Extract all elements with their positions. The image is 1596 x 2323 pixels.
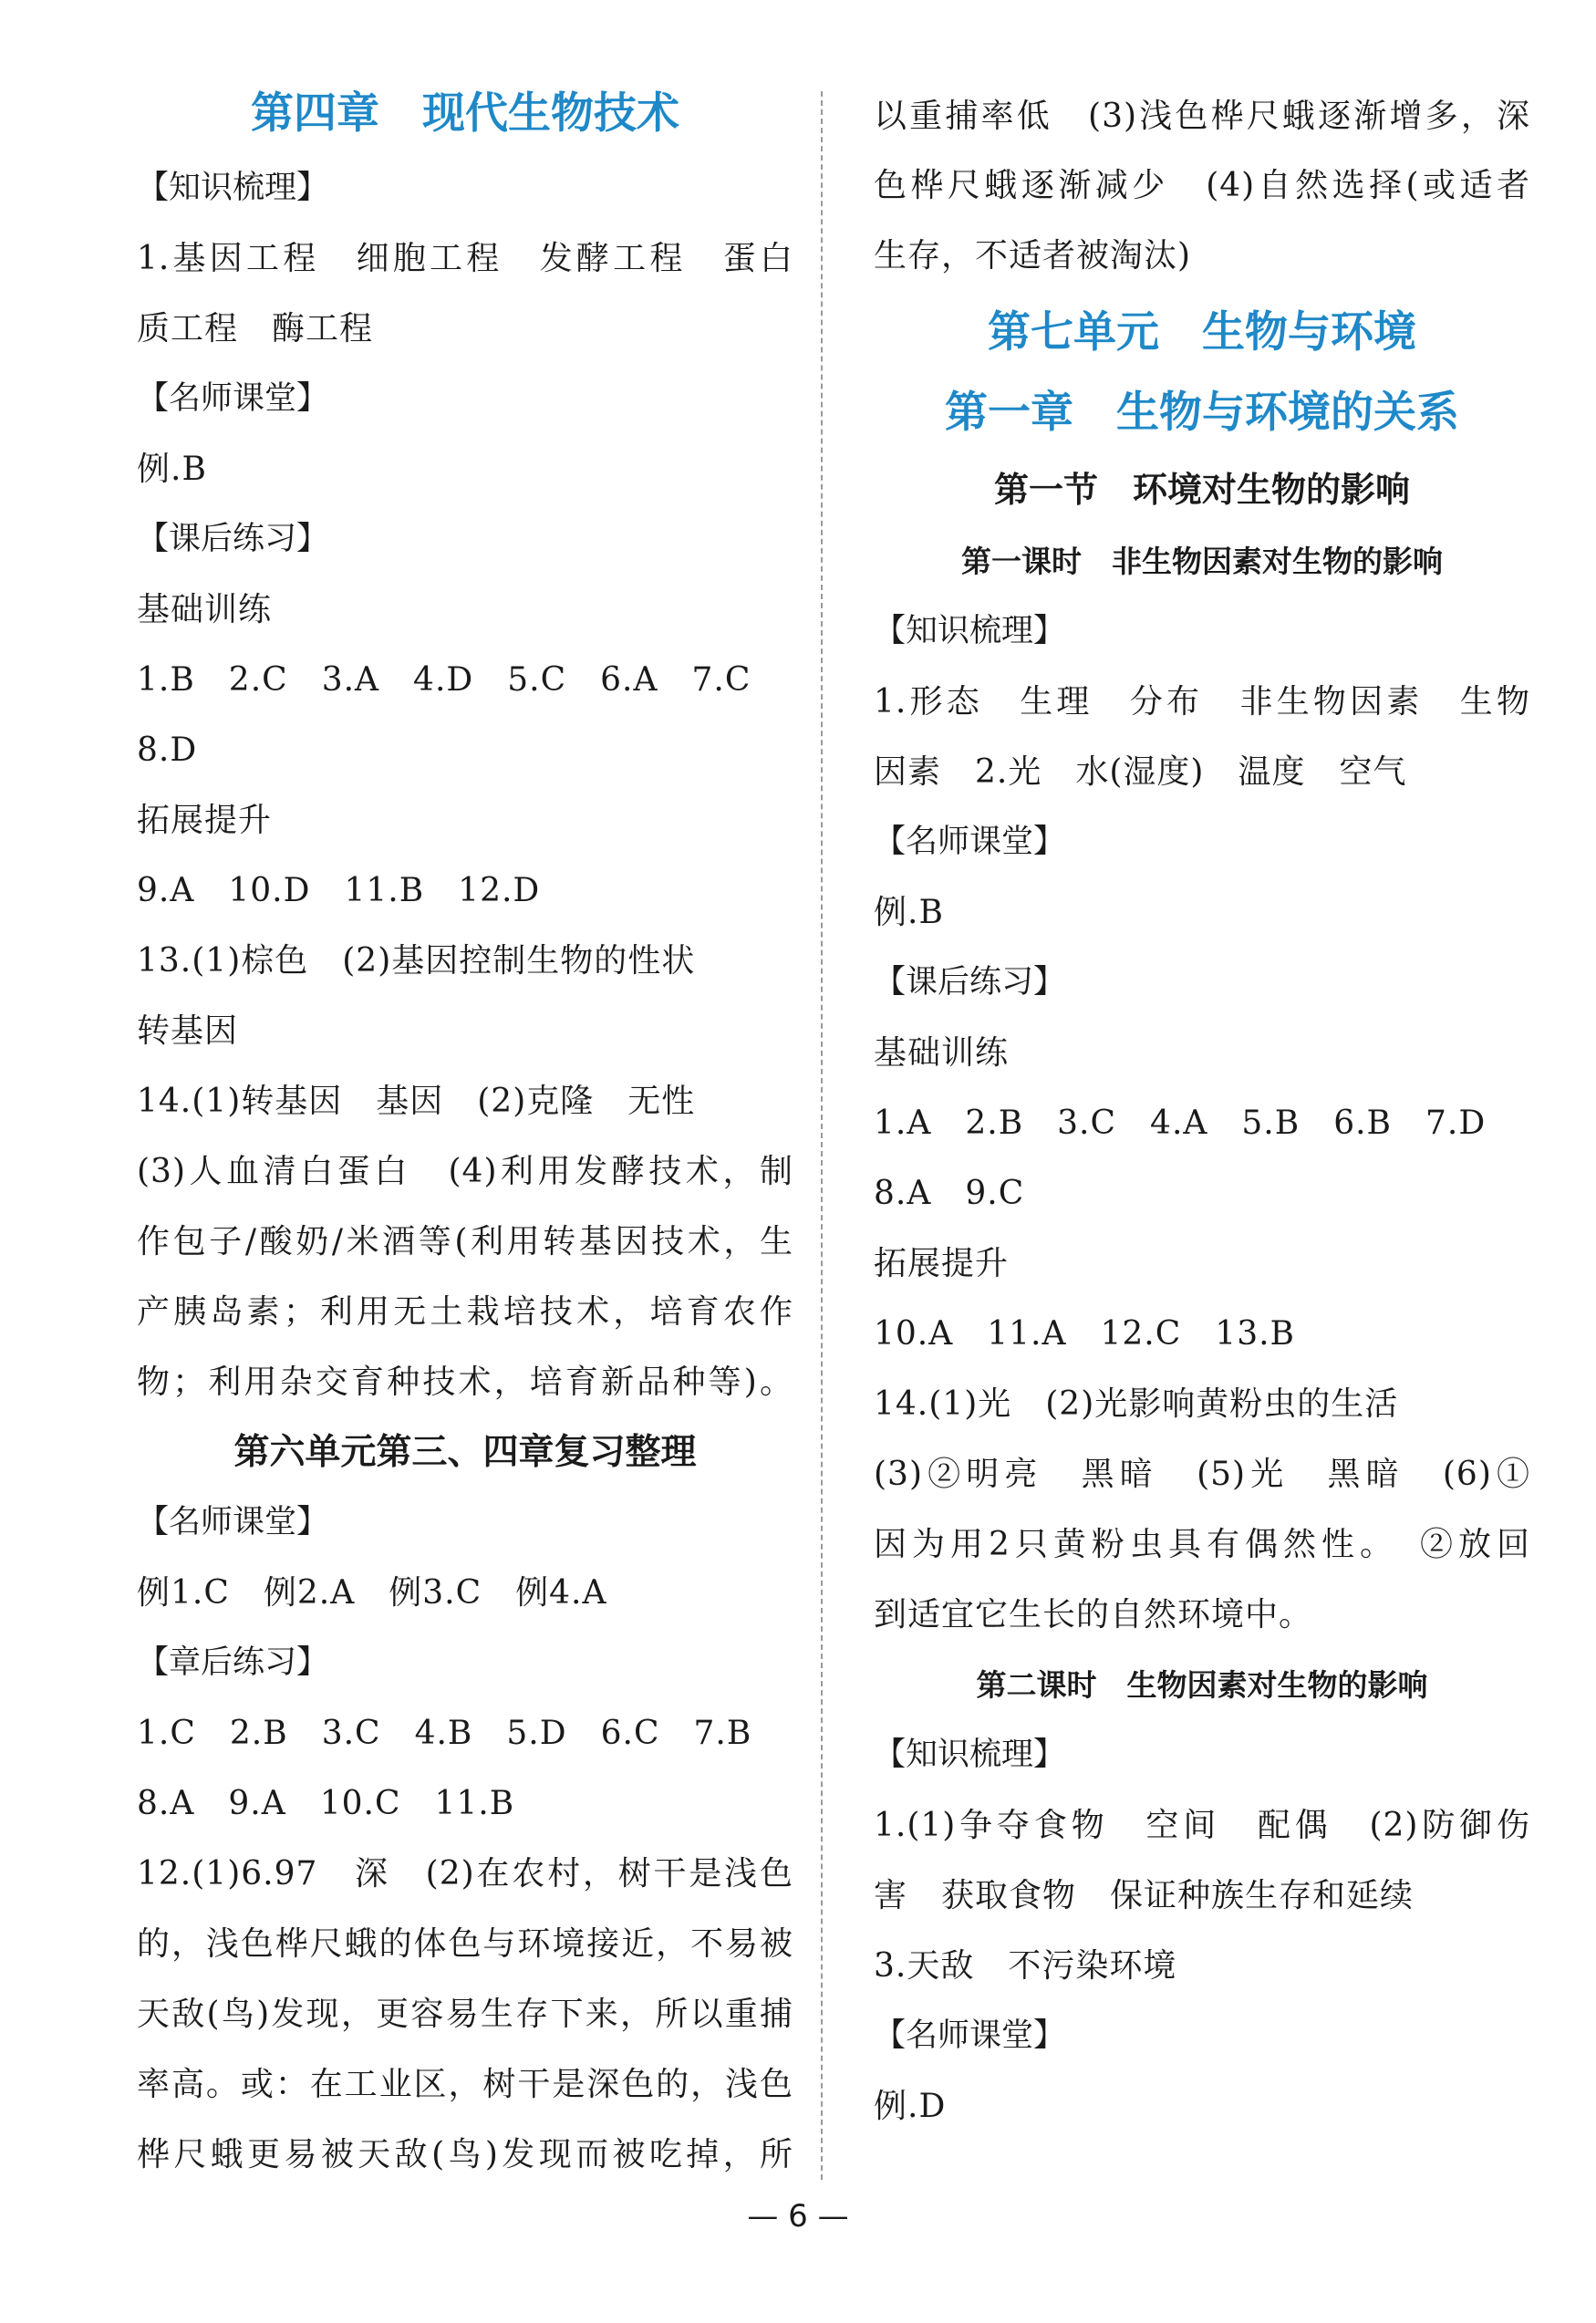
continued-line: 色桦尺蛾逐渐减少 (4)自然选择(或适者: [874, 167, 1530, 204]
l2-teacher-example: 例.D: [874, 2088, 947, 2125]
continued-line: 以重捕率低 (3)浅色桦尺蛾逐渐增多，深: [874, 98, 1530, 135]
lesson1-title: 第一课时 非生物因素对生物的影响: [961, 544, 1443, 579]
teacher-example: 例.B: [137, 451, 207, 488]
page-number: — 6 —: [747, 2198, 849, 2235]
chapter-exercise-line: 8.A 9.A 10.C 11.B: [137, 1785, 515, 1822]
l1-basic-line: 8.A 9.C: [874, 1175, 1025, 1212]
knowledge-line: 质工程 酶工程: [137, 310, 374, 347]
chapter1-title: 第一章 生物与环境的关系: [945, 388, 1459, 438]
unit7-title: 第七单元 生物与环境: [988, 307, 1416, 358]
extend-answer-line: 14.(1)转基因 基因 (2)克隆 无性: [137, 1083, 696, 1120]
review-teacher-label: 【名师课堂】: [137, 1504, 329, 1540]
extend-answer-line: 产胰岛素；利用无土栽培技术，培育农作: [137, 1293, 793, 1331]
l1-extend-line: 14.(1)光 (2)光影响黄粉虫的生活: [874, 1385, 1399, 1423]
l1-basic-line: 1.A 2.B 3.C 4.A 5.B 6.B 7.D: [874, 1104, 1487, 1142]
left-column: [137, 82, 793, 2190]
l1-knowledge-line: 1.形态 生理 分布 非生物因素 生物: [874, 683, 1530, 721]
extend-answer-line: 转基因: [137, 1012, 239, 1050]
l1-knowledge-label: 【知识梳理】: [874, 613, 1066, 649]
column-divider: [821, 91, 823, 2180]
knowledge-label: 【知识梳理】: [137, 170, 329, 206]
review-title: 第六单元第三、四章复习整理: [233, 1432, 697, 1473]
l1-basic-label: 基础训练: [874, 1034, 1010, 1072]
l2-teacher-label: 【名师课堂】: [874, 2017, 1066, 2054]
l1-extend-line: 10.A 11.A 12.C 13.B: [874, 1315, 1296, 1353]
chapter-exercise-label: 【章后练习】: [137, 1644, 329, 1681]
extend-answer-line: 物；利用杂交育种技术，培育新品种等)。: [137, 1364, 793, 1401]
chapter-exercise-line: 天敌(鸟)发现，更容易生存下来，所以重捕: [137, 1996, 793, 2033]
l1-extend-line: 到适宜它生长的自然环境中。: [874, 1596, 1313, 1633]
teacher-label: 【名师课堂】: [137, 380, 329, 417]
review-examples: 例1.C 例2.A 例3.C 例4.A: [137, 1574, 607, 1612]
chapter-exercise-line: 率高。或：在工业区，树干是深色的，浅色: [137, 2066, 793, 2103]
l1-teacher-example: 例.B: [874, 894, 944, 931]
chapter-exercise-line: 的，浅色桦尺蛾的体色与环境接近，不易被: [137, 1925, 793, 1963]
l2-knowledge-line: 害 获取食物 保证种族生存和延续: [874, 1877, 1415, 1914]
l2-knowledge-line: 3.天敌 不污染环境: [874, 1947, 1177, 1985]
continued-line: 生存，不适者被淘汰): [874, 237, 1192, 275]
exercise-label: 【课后练习】: [137, 521, 329, 557]
extend-answer-line: (3)人血清白蛋白 (4)利用发酵技术，制: [137, 1153, 793, 1190]
l1-extend-line: (3)②明亮 黑暗 (5)光 黑暗 (6)①: [874, 1456, 1530, 1493]
l1-extend-label: 拓展提升: [874, 1245, 1010, 1282]
right-column: [874, 82, 1530, 2142]
l1-extend-line: 因为用2只黄粉虫具有偶然性。 ②放回: [874, 1526, 1530, 1563]
chapter4-title: 第四章 现代生物技术: [251, 88, 679, 139]
chapter-exercise-line: 1.C 2.B 3.C 4.B 5.D 6.C 7.B: [137, 1715, 752, 1752]
l2-knowledge-label: 【知识梳理】: [874, 1737, 1066, 1773]
l2-knowledge-line: 1.(1)争夺食物 空间 配偶 (2)防御伤: [874, 1807, 1530, 1844]
section1-title: 第一节 环境对生物的影响: [993, 470, 1410, 510]
knowledge-line: 1.基因工程 细胞工程 发酵工程 蛋白: [137, 240, 793, 277]
l1-knowledge-line: 因素 2.光 水(湿度) 温度 空气: [874, 753, 1407, 791]
chapter-exercise-line: 12.(1)6.97 深 (2)在农村，树干是浅色: [137, 1855, 793, 1893]
chapter-exercise-line: 桦尺蛾更易被天敌(鸟)发现而被吃掉，所: [137, 2136, 793, 2173]
basic-training-label: 基础训练: [137, 591, 273, 628]
extend-label: 拓展提升: [137, 802, 273, 839]
lesson2-title: 第二课时 生物因素对生物的影响: [976, 1667, 1428, 1703]
extend-answer-line: 9.A 10.D 11.B 12.D: [137, 872, 541, 909]
extend-answer-line: 作包子/酸奶/米酒等(利用转基因技术，生: [137, 1223, 793, 1260]
basic-answer-line: 8.D: [137, 731, 198, 769]
l1-exercise-label: 【课后练习】: [874, 964, 1066, 1001]
l1-teacher-label: 【名师课堂】: [874, 824, 1066, 860]
extend-answer-line: 13.(1)棕色 (2)基因控制生物的性状: [137, 942, 696, 980]
basic-answer-line: 1.B 2.C 3.A 4.D 5.C 6.A 7.C: [137, 661, 751, 699]
